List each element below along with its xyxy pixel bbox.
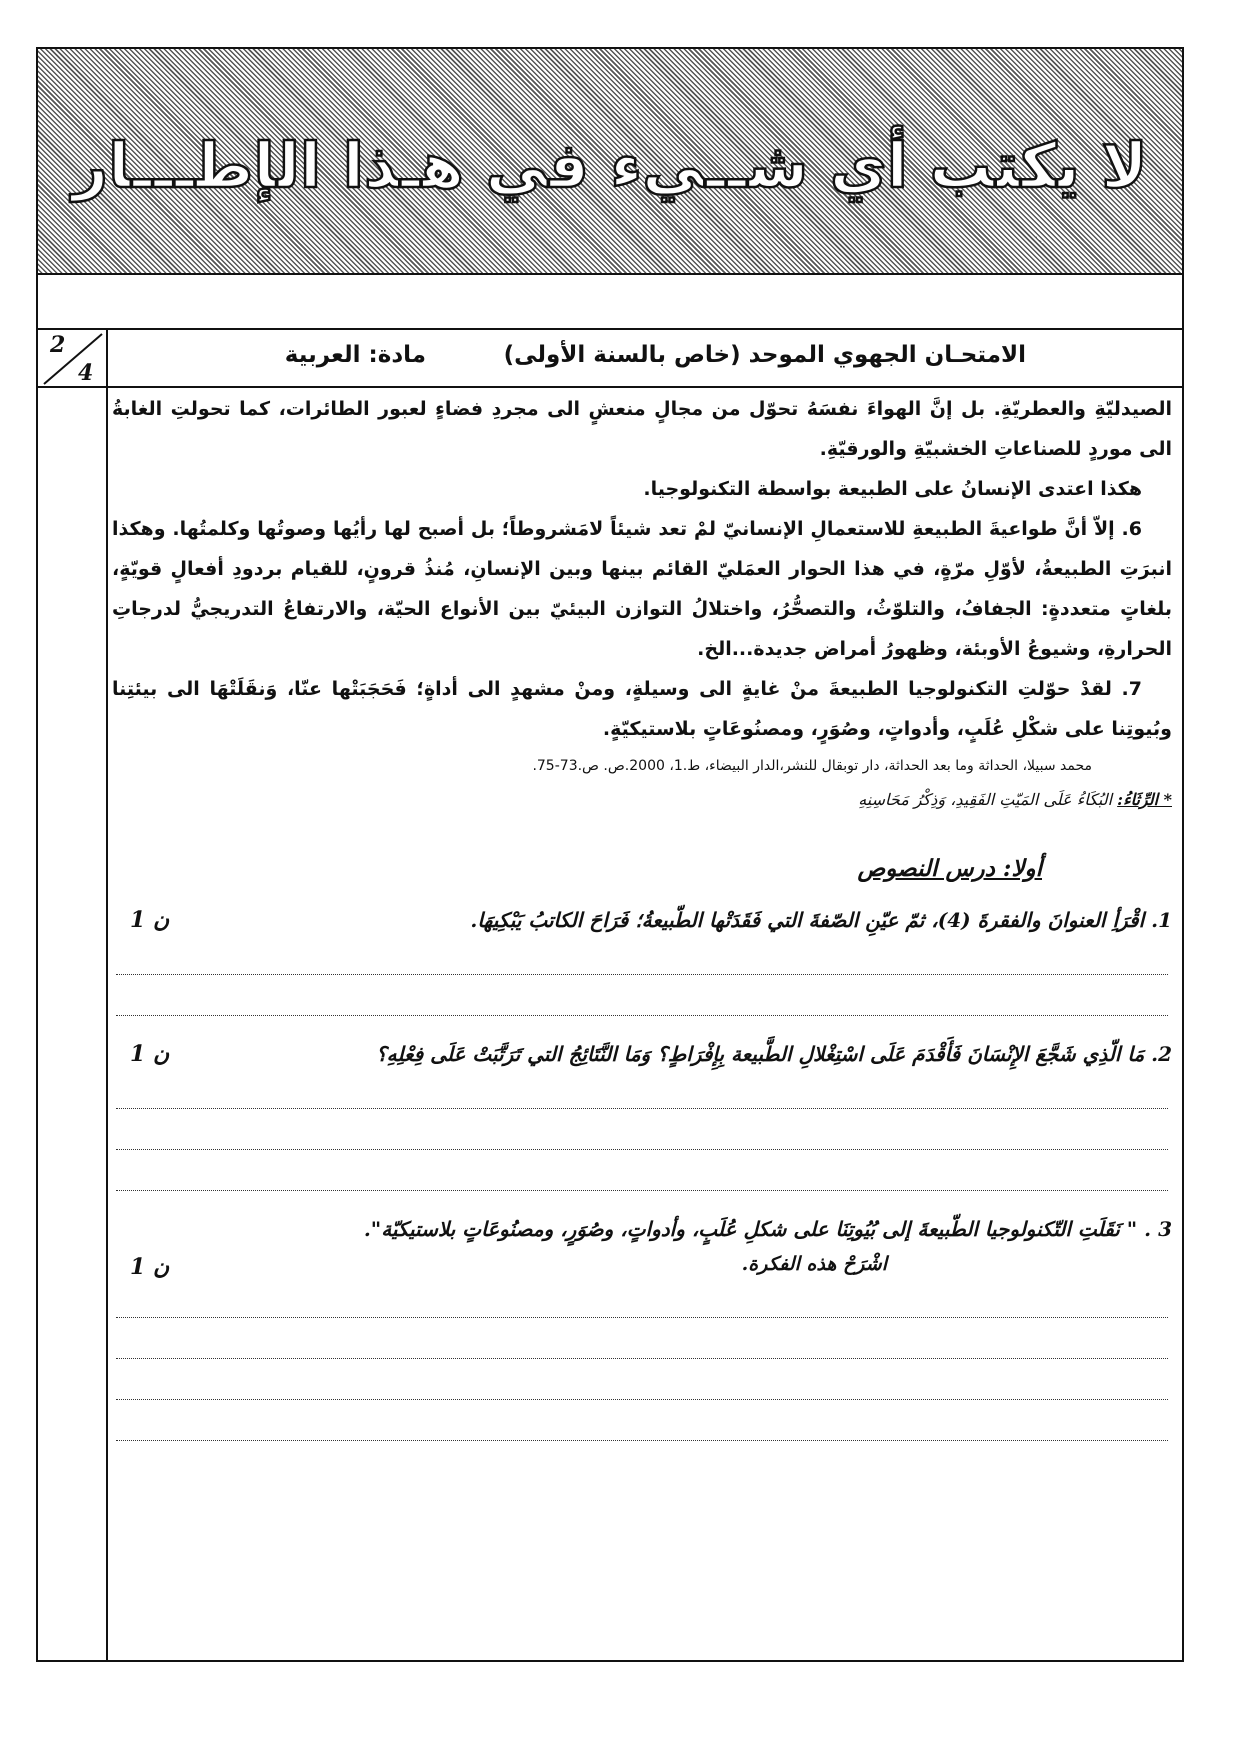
margin-divider	[106, 328, 108, 1660]
answer-line[interactable]	[116, 1318, 1168, 1359]
exam-sheet	[36, 47, 1184, 1662]
answer-line[interactable]	[116, 1400, 1168, 1441]
answer-line[interactable]	[116, 1109, 1168, 1150]
question-subtext: اشْرَحْ هذه الفكرة.	[741, 1253, 887, 1275]
question-mark: 1 ن	[130, 1041, 170, 1067]
header-top-divider	[38, 328, 1182, 330]
question-text: 2. مَا الّذِي شَجَّعَ الإِنْسَانَ فَأَقْدَمَ عَلَى اسْتِغْلالِ الطَّبيعة بِإِفْرَاطٍ؟ وَمَا النَّتَائِجُ التي تَرَتَّبَتْ عَلَى فِعْلِهِ؟	[376, 1042, 1172, 1066]
exam-content	[112, 389, 1172, 1441]
text-paragraph-2: هكذا اعتدى الإنسانُ على الطبيعة بواسطة التكنولوجيا.	[643, 478, 1142, 500]
answer-line[interactable]	[116, 1150, 1168, 1191]
question-text: 3 . " نَقَلَتِ التّكنولوجيا الطّبيعةَ إلى بُيُوتِنَا على شكلِ عُلَبٍ، وأدواتٍ، وصُوَرٍ، ومصنُوعَاتٍ بلاستيكيّة".	[363, 1217, 1172, 1241]
do-not-write-banner	[38, 49, 1182, 275]
answer-line[interactable]	[116, 1281, 1168, 1318]
text-paragraph-3: 6. إلاّ أنَّ طواعيةَ الطبيعةِ للاستعمالِ الإنسانيّ لمْ تعد شيئاً لامَشروطاً؛ بل أصبح لها رأيُها وصوتُها وكلمتُها. وهكذا انبرَتِ الطبيعةُ، لأوّلِ مرّةٍ، في هذا الحوار العمَليّ القائم بينها وبين الإنسانِ، مُنذُ قرونٍ، للقيام بردودِ أفعالٍ قويّةٍ، بلغاتٍ متعددةٍ: الجفافُ، والتلوّثُ، والتصحُّرُ، واختلالُ التوازن البيئيّ بين الأنواع الحيّة، والارتفاعُ التدريجيُّ لدرجاتِ الحرارةِ، وشيوعُ الأوبئة، وظهورُ أمراض جديدة...الخ.	[112, 518, 1172, 660]
text-paragraph-4: 7. لقدْ حوّلتِ التكنولوجيا الطبيعةَ منْ غايةٍ الى وسيلةٍ، ومنْ مشهدٍ الى أداةٍ؛ فَحَجَبَتْها عنّا، وَنقَلَتْهَا الى بيئتِنا وبُيوتِنا على شكْلِ عُلَبٍ، وأدواتٍ، وصُوَرٍ، ومصنُوعَاتٍ بلاستيكيّةٍ.	[112, 678, 1172, 740]
text-paragraph-1: الصيدليّةِ والعطريّةِ. بل إنَّ الهواءَ نفسَهُ تحوّل من مجالٍ منعشٍ الى مجردِ فضاءٍ لعبور الطائرات، كما تحولتِ الغابةُ الى موردٍ للصناعاتِ الخشبيّةِ والورقيّةِ.	[112, 398, 1172, 460]
page-slash-icon	[38, 330, 106, 388]
section-title: أولا: درس النصوص	[857, 855, 1042, 882]
page-number-box	[38, 330, 106, 388]
header-bottom-divider	[38, 386, 1182, 388]
question-text: 1. اقْرَأِ العنوانَ والفقرةَ (4)، ثمّ عيّنِ الصّفةَ التي فَقَدَتْها الطّبيعةُ؛ فَرَاحَ الكاتبُ يَبْكِيهَا.	[470, 908, 1172, 932]
question-2	[112, 1036, 1172, 1191]
answer-line[interactable]	[116, 1072, 1168, 1109]
question-1	[112, 902, 1172, 1016]
answer-line[interactable]	[116, 938, 1168, 975]
glossary-note	[112, 785, 1172, 815]
question-3	[112, 1211, 1172, 1441]
exam-title: الامتحـان الجهوي الموحد (خاص بالسنة الأولى)	[503, 342, 1026, 368]
source-citation: محمد سبيلا، الحداثة وما بعد الحداثة، دار توبقال للنشر،الدار البيضاء، ط.1، 2000.ص. ص.73-75.	[532, 758, 1092, 774]
answer-line[interactable]	[116, 975, 1168, 1016]
question-mark: 1 ن	[130, 1254, 170, 1280]
page-total: 4	[78, 360, 94, 386]
exam-header	[110, 334, 1176, 382]
glossary-definition: البُكَاءُ عَلَى المَيّتِ الفَقِيدِ، وَذِكْرُ مَحَاسِنِهِ	[858, 790, 1118, 809]
glossary-term: * الرِّثَاءُ:	[1117, 790, 1172, 809]
page-current: 2	[50, 332, 66, 358]
banner-text: لا يكتب أي شــيء في هـذا الإطـــار	[72, 129, 1148, 202]
subject-label: مادة: العربية	[284, 342, 426, 368]
question-mark: 1 ن	[130, 907, 170, 933]
answer-line[interactable]	[116, 1359, 1168, 1400]
